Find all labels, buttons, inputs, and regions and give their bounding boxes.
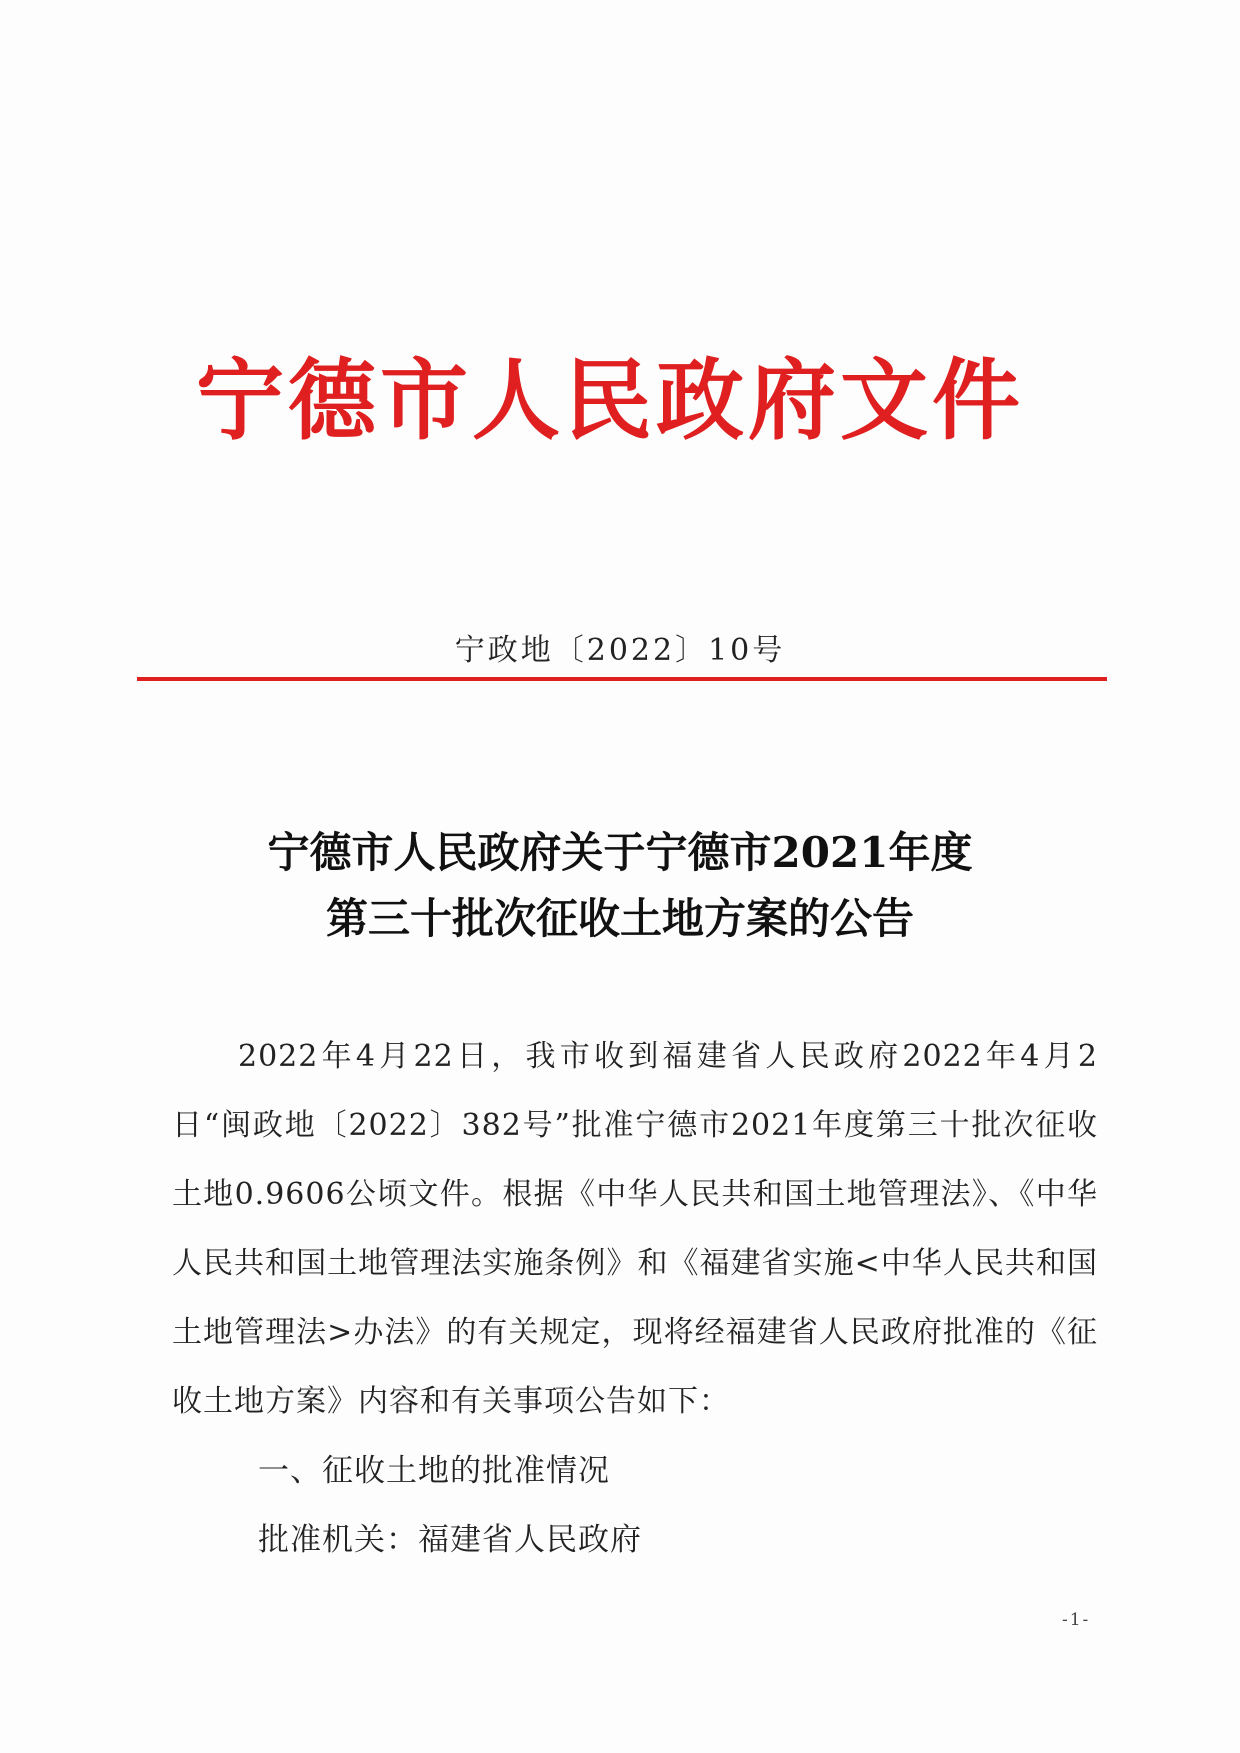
notice-title bbox=[140, 820, 1100, 952]
notice-title-line-2: 第三十批次征收土地方案的公告 bbox=[325, 894, 914, 943]
body-paragraph: 2022年4月22日，我市收到福建省人民政府2022年4月2日“闽政地〔2022〕382号”批准宁德市2021年度第三十批次征收土地0.9606公顷文件。根据《中华人民共和国土地管理法》、《中华人民共和国土地管理法实施条例》和《福建省实施<中华人民共和国土地管理法>办法》的有关规定，现将经福建省人民政府批准的《征收土地方案》内容和有关事项公告如下： bbox=[172, 1039, 1098, 1419]
notice-title-line-1: 宁德市人民政府关于宁德市2021年度 bbox=[267, 828, 973, 877]
notice-body bbox=[172, 1022, 1098, 1436]
page-number: -1- bbox=[1062, 1610, 1091, 1630]
section-heading: 一、征收土地的批准情况 bbox=[258, 1453, 610, 1489]
document-number: 宁政地〔2022〕10号 bbox=[454, 633, 786, 668]
approval-authority: 批准机关：福建省人民政府 bbox=[258, 1522, 642, 1558]
header-divider bbox=[137, 677, 1107, 681]
document-header-title: 宁德市人民政府文件 bbox=[195, 348, 1024, 452]
